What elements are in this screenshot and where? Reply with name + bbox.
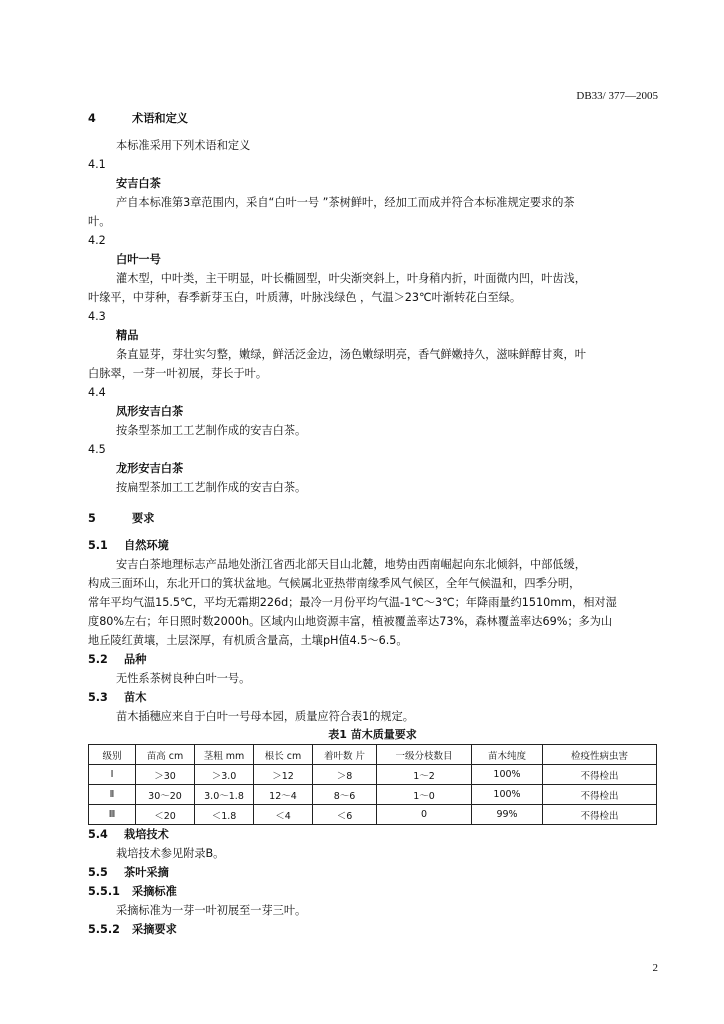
subsection-title: 苗木 bbox=[124, 691, 147, 704]
term-number: 4.5 bbox=[88, 443, 106, 456]
term-title: 精品 bbox=[116, 329, 139, 342]
term-title: 龙形安吉白茶 bbox=[116, 462, 184, 475]
subsection-title: 茶叶采摘 bbox=[124, 866, 169, 879]
term-number: 4.1 bbox=[88, 158, 106, 171]
term-title: 安吉白茶 bbox=[116, 177, 161, 190]
subsection-title: 采摘标准 bbox=[132, 885, 177, 898]
page-number: 2 bbox=[652, 962, 658, 974]
subsection-title: 栽培技术 bbox=[124, 828, 169, 841]
term-number: 4.3 bbox=[88, 310, 106, 323]
standard-number: DB33/ 377—2005 bbox=[576, 90, 658, 102]
table-row: Ⅱ 30～20 3.0～1.8 12～4 8～6 1～0 100% 不得检出 bbox=[89, 785, 657, 805]
term-title: 白叶一号 bbox=[116, 253, 161, 266]
table-row: Ⅲ ＜20 ＜1.8 ＜4 ＜6 0 99% 不得检出 bbox=[89, 805, 657, 825]
subsection-title: 自然环境 bbox=[124, 539, 169, 552]
table-row: Ⅰ ＞30 ＞3.0 ＞12 ＞8 1～2 100% 不得检出 bbox=[89, 765, 657, 785]
term-number: 4.4 bbox=[88, 386, 106, 399]
term-title: 凤形安吉白茶 bbox=[116, 405, 184, 418]
section-title: 术语和定义 bbox=[132, 112, 188, 125]
seedling-quality-table bbox=[88, 744, 657, 825]
section-title: 要求 bbox=[132, 512, 155, 525]
subsection-title: 品种 bbox=[124, 653, 147, 666]
term-number: 4.2 bbox=[88, 234, 106, 247]
section-5-continued: 5.4 栽培技术 栽培技术参见附录B。 5.5 茶叶采摘 5.5.1 采摘标准 采摘标准为一芽一叶初展至一芽三叶。 5.5.2 采摘要求 bbox=[88, 828, 307, 936]
table-header-row: 级别 苗高 cm 茎粗 mm 根长 cm 着叶数 片 一级分枝数目 苗木纯度 检疫性病虫害 bbox=[89, 745, 657, 765]
table-caption: 表1 苗木质量要求 bbox=[328, 728, 417, 741]
section-5: 5 要求 5.1 自然环境 安吉白茶地理标志产品地处浙江省西北部天目山北麓，地势由西南崛起向东北倾斜，中部低缓， 构成三面环山，东北开口的箕状盆地。气候属北亚热带南缘季风气候区，全年气候温和，四季分明， 常年平均气温15.5℃，平均无霜期226d；最冷一月份平均气温-1℃～3℃；年降雨量约1510mm，相对湿 度80%左右；年日照时数2000h。区域内山地资源丰富，植被覆盖率达73%，森林覆盖率达69%；多为山 地丘陵红黄壤，土层深厚，有机质含量高，土壤pH值4.5～6.5。 5.2 品种 无性系茶树良种白叶一号。 5.3 苗木 苗木插穗应来自于白叶一号母本园，质量应符合表1的规定。 bbox=[88, 512, 617, 723]
section-4: 4 术语和定义 本标准采用下列术语和定义 4.1 安吉白茶 产自本标准第3章范围内，采自“白叶一号 ”茶树鲜叶，经加工而成并符合本标准规定要求的茶 叶。 4.2 白叶一号 灌木型，中叶类，主干明显，叶长椭圆型，叶尖渐突斜上，叶身稍内折，叶面微内凹，叶齿浅， 叶缘平，中芽种，春季新芽玉白，叶质薄，叶脉浅绿色 ，气温＞23℃叶渐转花白至绿。 4.3 精品 条直显芽，芽壮实匀整，嫩绿，鲜活泛金边，汤色嫩绿明亮，香气鲜嫩持久，滋味鲜醇甘爽，叶 白脉翠，一芽一叶初展，芽长于叶。 4.4 凤形安吉白茶 按条型茶加工工艺制作成的安吉白茶。 4.5 龙形安吉白茶 按扁型茶加工工艺制作成的安吉白茶。 bbox=[88, 109, 656, 497]
subsection-title: 采摘要求 bbox=[132, 923, 177, 936]
